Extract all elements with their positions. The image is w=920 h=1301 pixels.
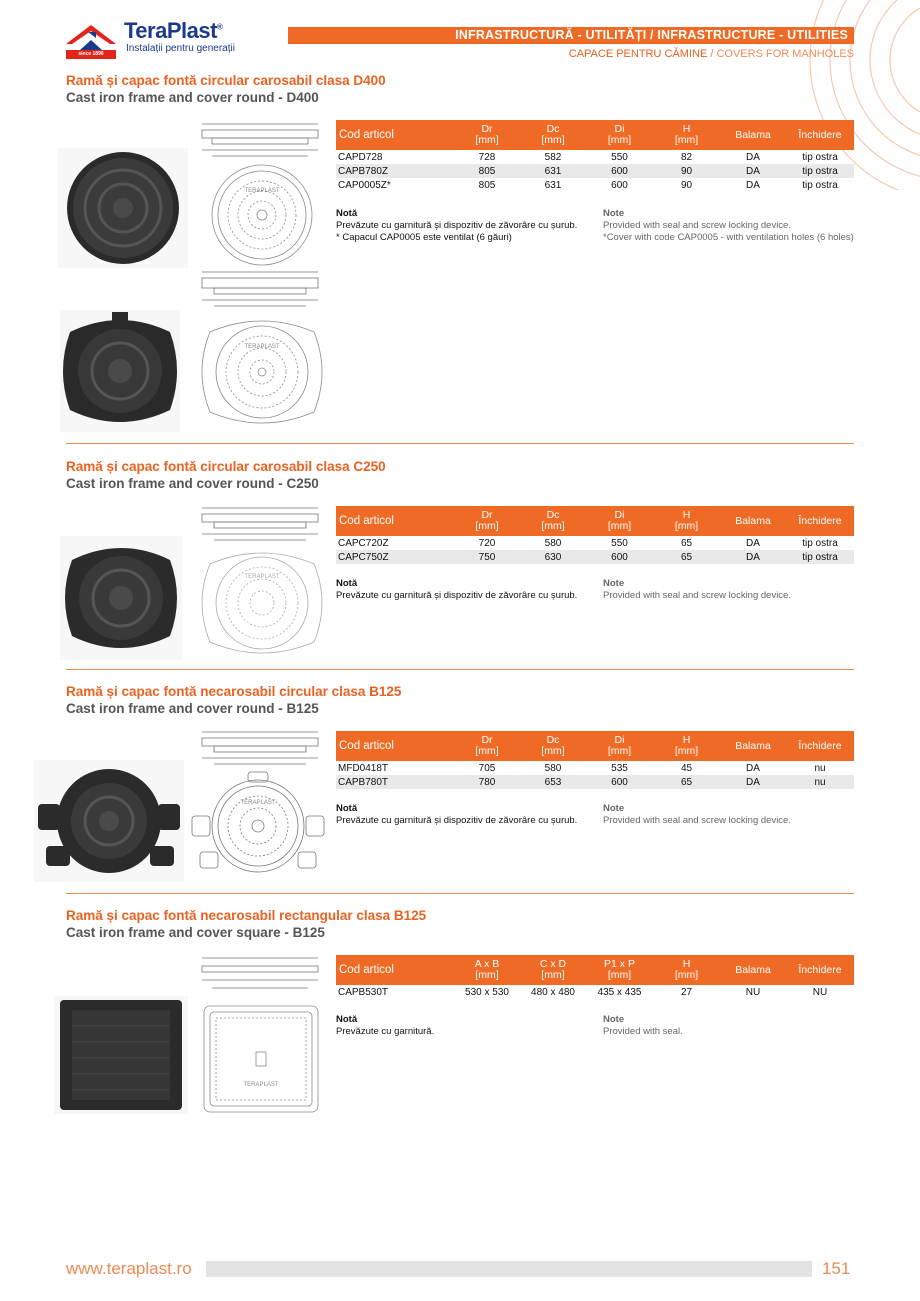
col-dr: Dr [mm]	[454, 120, 520, 150]
col-inchidere: Închidere	[786, 731, 854, 761]
col-inchidere: Închidere	[786, 120, 854, 150]
section-title-ro: Ramă și capac fontă circular carosabil clasa D400	[66, 73, 386, 88]
table-header-row	[336, 731, 854, 761]
subcategory-ro: CAPACE PENTRU CĂMINE	[568, 48, 708, 60]
col-di: Di [mm]	[586, 120, 653, 150]
section-title-en: Cast iron frame and cover square - B125	[66, 925, 325, 940]
note-ro-c250: Notă Prevăzute cu garnitură și dispozitiv de zăvorâre cu șurub.	[336, 578, 578, 601]
col-cod-articol: Cod articol	[336, 120, 454, 150]
note-en-b125-square: Note Provided with seal.	[603, 1014, 683, 1037]
col-h: H [mm]	[653, 506, 720, 536]
brand-name: TeraPlast®	[124, 18, 223, 43]
technical-drawing-top-b125-square	[190, 1002, 330, 1116]
section-b125-square-title	[66, 908, 854, 940]
section-c250-title	[66, 459, 854, 491]
col-dc: Dc [mm]	[520, 506, 586, 536]
col-balama: Balama	[720, 731, 786, 761]
subcategory-sep: /	[707, 48, 717, 60]
subcategory	[569, 48, 854, 60]
col-cod-articol: Cod articol	[336, 731, 454, 761]
col-axb: A x B [mm]	[454, 955, 520, 985]
note-ro-b125-round: Notă Prevăzute cu garnitură și dispozitiv de zăvorâre cu șurub.	[336, 803, 578, 826]
technical-drawing-top-d400-2	[190, 312, 330, 432]
product-photo-d400-square	[60, 310, 180, 432]
table-row: CAPC720Z 720 580 550 65 DA tip ostra	[338, 537, 838, 549]
technical-drawing-side-d400	[190, 118, 330, 162]
section-title-en: Cast iron frame and cover round - B125	[66, 701, 319, 716]
col-h: H [mm]	[653, 120, 720, 150]
col-dc: Dc [mm]	[520, 731, 586, 761]
spec-table-b125-square	[336, 955, 854, 999]
spec-table-c250	[336, 506, 854, 564]
drawing-label: TERAPLAST	[244, 188, 280, 194]
technical-drawing-side-b125-square	[190, 952, 330, 998]
since-badge: since 1896	[66, 50, 116, 59]
section-title-ro: Ramă și capac fontă circular carosabil clasa C250	[66, 459, 386, 474]
technical-drawing-top-c250	[190, 544, 330, 662]
footer-website-link[interactable]: www.teraplast.ro	[66, 1259, 192, 1278]
technical-drawing-top-b125-round	[186, 770, 330, 882]
table-row: CAPB780T 780 653 600 65 DA nu	[336, 775, 854, 789]
section-title-ro: Ramă și capac fontă necarosabil rectangular clasa B125	[66, 908, 427, 923]
table-row: CAPD728 728 582 550 82 DA tip ostra	[338, 151, 838, 163]
table-header-row	[336, 120, 854, 150]
col-di: Di [mm]	[586, 506, 653, 536]
product-photo-b125-round	[34, 760, 184, 882]
note-ro-d400: Notă Prevăzute cu garnitură și dispozitiv de zăvorâre cu șurub. * Capacul CAP0005 este ventilat (6 găuri)	[336, 208, 578, 243]
col-dr: Dr [mm]	[454, 506, 520, 536]
section-divider	[66, 893, 854, 894]
spec-table-d400	[336, 120, 854, 192]
brand-tagline: Instalații pentru generații	[126, 43, 235, 54]
subcategory-en: COVERS FOR MANHOLES	[716, 48, 854, 60]
col-h: H [mm]	[653, 955, 720, 985]
col-balama: Balama	[720, 120, 786, 150]
drawing-label: TERAPLAST	[240, 800, 276, 806]
technical-drawing-side-c250	[190, 504, 330, 544]
col-cod-articol: Cod articol	[336, 955, 454, 985]
table-row: CAPB780Z 805 631 600 90 DA tip ostra	[336, 164, 854, 178]
technical-drawing-side-d400-2	[190, 268, 330, 312]
section-divider	[66, 669, 854, 670]
page-number: 151	[822, 1259, 851, 1278]
table-row: CAPB530T 530 x 530 480 x 480 435 x 435 27 NU NU	[338, 986, 828, 998]
drawing-label: TERAPLAST	[244, 344, 280, 350]
drawing-label: TERAPLAST	[243, 1082, 279, 1088]
col-balama: Balama	[720, 506, 786, 536]
col-balama: Balama	[720, 955, 786, 985]
table-header-row	[336, 506, 854, 536]
section-divider	[66, 443, 854, 444]
section-title-en: Cast iron frame and cover round - C250	[66, 476, 319, 491]
section-title-en: Cast iron frame and cover round - D400	[66, 90, 319, 105]
table-row: MFD0418T 705 580 535 45 DA nu	[338, 762, 826, 774]
category-banner: INFRASTRUCTURĂ - UTILITĂȚI / INFRASTRUCTURE - UTILITIES	[288, 27, 854, 44]
product-photo-d400-round	[58, 148, 188, 268]
note-en-c250: Note Provided with seal and screw locking device.	[603, 578, 791, 601]
technical-drawing-top-d400	[190, 162, 330, 268]
note-en-d400: Note Provided with seal and screw locking device. *Cover with code CAP0005 - with ventilation holes (6 holes)	[603, 208, 854, 243]
technical-drawing-side-b125-round	[190, 728, 330, 770]
table-header-row	[336, 955, 854, 985]
col-di: Di [mm]	[586, 731, 653, 761]
drawing-label: TERAPLAST	[244, 574, 280, 580]
table-row: CAP0005Z* 805 631 600 90 DA tip ostra	[338, 179, 838, 191]
col-dr: Dr [mm]	[454, 731, 520, 761]
col-inchidere: Închidere	[786, 955, 854, 985]
col-inchidere: Închidere	[786, 506, 854, 536]
product-photo-c250	[60, 536, 182, 660]
col-h: H [mm]	[653, 731, 720, 761]
teraplast-logo[interactable]	[62, 20, 252, 56]
table-row: CAPC750Z 750 630 600 65 DA tip ostra	[336, 550, 854, 564]
col-cxd: C x D [mm]	[520, 955, 586, 985]
note-ro-b125-square: Notă Prevăzute cu garnitură.	[336, 1014, 435, 1037]
col-p1xp: P1 x P [mm]	[586, 955, 653, 985]
footer-bar	[206, 1261, 812, 1277]
note-en-b125-round: Note Provided with seal and screw locking device.	[603, 803, 791, 826]
section-d400-title	[66, 73, 854, 105]
roof-logo-icon	[66, 22, 116, 52]
col-dc: Dc [mm]	[520, 120, 586, 150]
section-b125-round-title	[66, 684, 854, 716]
col-cod-articol: Cod articol	[336, 506, 454, 536]
section-title-ro: Ramă și capac fontă necarosabil circular clasa B125	[66, 684, 402, 699]
spec-table-b125-round	[336, 731, 854, 789]
product-photo-b125-square	[54, 996, 188, 1114]
